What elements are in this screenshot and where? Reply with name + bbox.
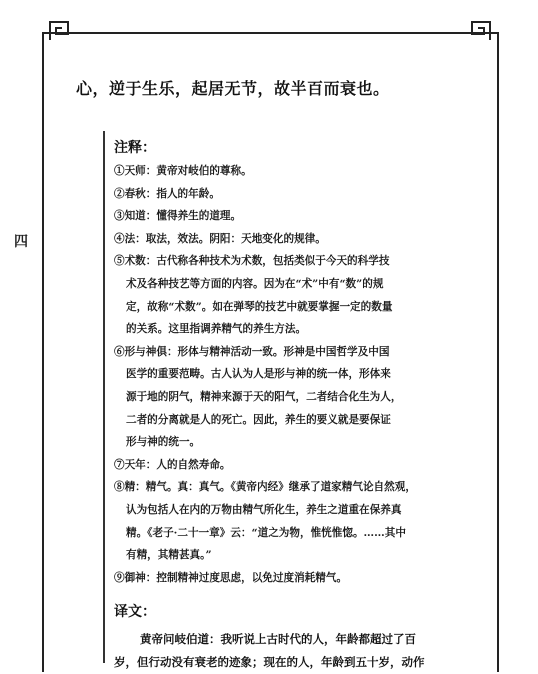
note-line: ①天师：黄帝对岐伯的尊称。 [114, 165, 252, 177]
note-line: 精。《老子·二十一章》云：“道之为物，惟恍惟惚。……其中 [126, 526, 406, 539]
note-line: ②春秋：指人的年龄。 [114, 187, 220, 200]
note-line: 认为包括人在内的万物由精气所化生，养生之道重在保养真 [126, 503, 402, 516]
corner-ornament-left-icon [48, 20, 70, 42]
note-line: ③知道：懂得养生的道理。 [114, 210, 242, 223]
note-line: ⑦天年：人的自然寿命。 [114, 458, 231, 471]
note-line: ⑥形与神俱：形体与精神活动一致。形神是中国哲学及中国 [114, 345, 390, 358]
page-section-label: 四 [14, 234, 28, 250]
translation-line: 黄帝问岐伯道：我听说上古时代的人，年龄都超过了百 [140, 632, 416, 646]
notes-heading: 注释： [114, 140, 156, 156]
note-line: 有精，其精甚真。” [126, 549, 212, 562]
note-line: ⑨御神：控制精神过度思虑，以免过度消耗精气。 [114, 571, 348, 584]
note-line: ④法：取法，效法。阴阳：天地变化的规律。 [114, 232, 326, 245]
translation-heading: 译文： [114, 604, 156, 620]
notes-side-rule [103, 131, 105, 663]
note-line: 二者的分离就是人的死亡。因此，养生的要义就是要保证 [126, 413, 391, 426]
note-line: 定，故称“术数”。如在弹琴的技艺中就要掌握一定的数量 [126, 300, 393, 313]
translation-body [114, 628, 476, 674]
corner-ornament-right-icon [470, 20, 492, 42]
page-frame-right [497, 32, 499, 672]
note-line: 形与神的统一。 [126, 436, 201, 449]
notes-list [114, 160, 476, 589]
translation-line: 岁，但行动没有衰老的迹象；现在的人，年龄到五十岁，动作 [114, 655, 425, 669]
note-line: 医学的重要范畴。古人认为人是形与神的统一体，形体来 [126, 368, 391, 381]
note-line: 术及各种技艺等方面的内容。因为在“术”中有“数”的规 [126, 277, 384, 290]
note-line: ⑧精：精气。真：真气。《黄帝内经》继承了道家精气论自然观， [114, 481, 416, 494]
note-line: 源于地的阴气，精神来源于天的阳气，二者结合化生为人， [126, 390, 402, 403]
lead-text: 心，逆于生乐，起居无节，故半百而衰也。 [76, 79, 390, 98]
note-line: ⑤术数：古代称各种技术为术数，包括类似于今天的科学技 [114, 255, 390, 268]
page-frame-top [42, 32, 499, 34]
note-line: 的关系。这里指调养精气的养生方法。 [126, 323, 307, 336]
page-frame-left [42, 32, 44, 672]
